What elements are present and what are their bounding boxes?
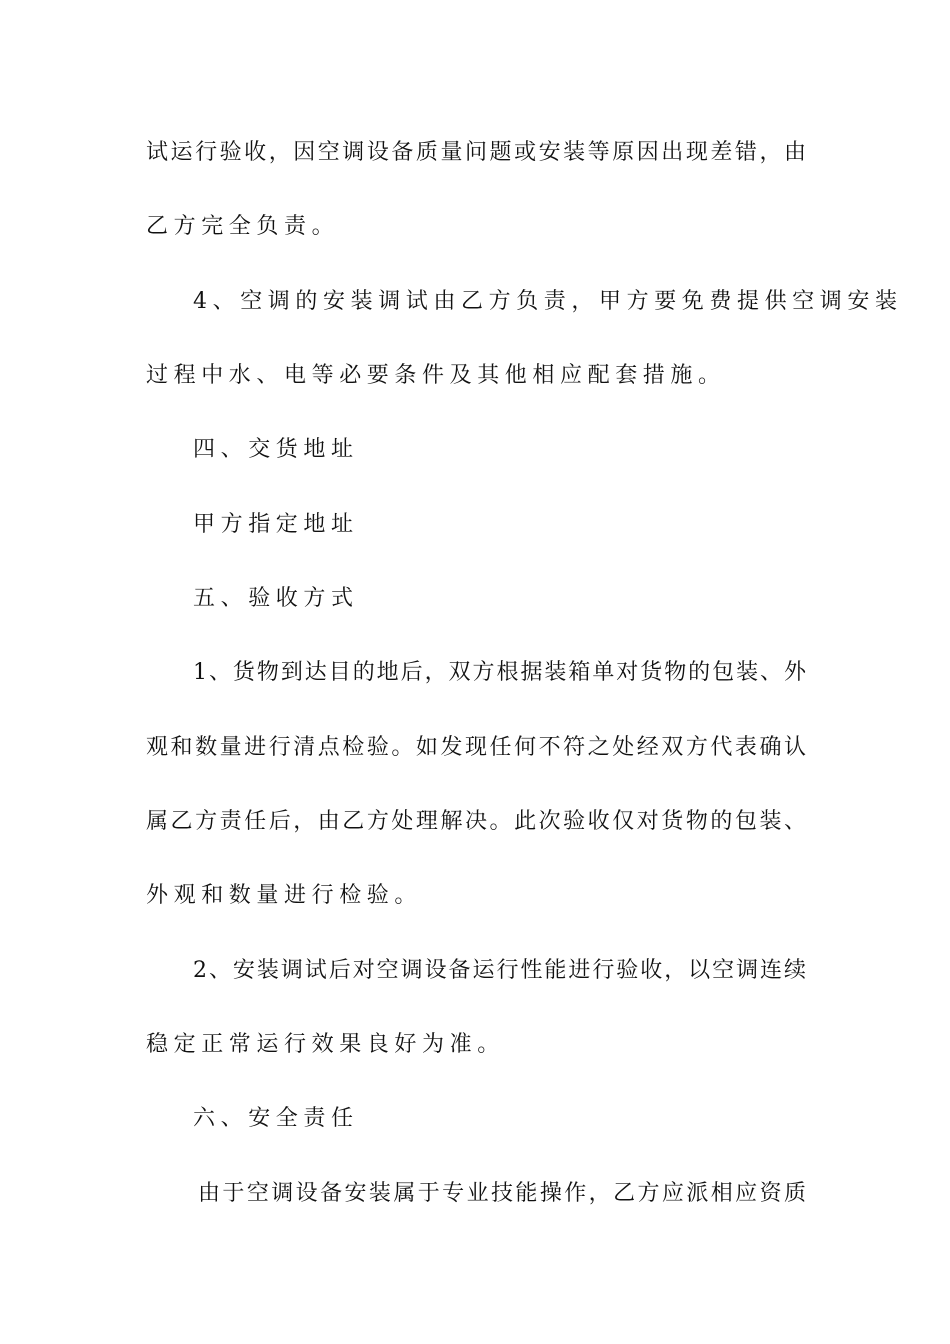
section-heading-acceptance-method: 五、验收方式 xyxy=(193,586,359,611)
paragraph-line-3: 4、空调的安装调试由乙方负责，甲方要免费提供空调安装 xyxy=(193,289,903,314)
paragraph-line-4: 过程中水、电等必要条件及其他相应配套措施。 xyxy=(146,363,726,388)
section-heading-safety-responsibility: 六、安全责任 xyxy=(193,1106,359,1131)
paragraph-line-11: 外观和数量进行检验。 xyxy=(146,883,423,908)
paragraph-line-1: 试运行验收，因空调设备质量问题或安装等原因出现差错，由 xyxy=(146,140,806,165)
paragraph-line-6: 甲方指定地址 xyxy=(193,512,359,537)
paragraph-line-12: 2、安装调试后对空调设备运行性能进行验收，以空调连续 xyxy=(193,958,806,983)
paragraph-line-15: 由于空调设备安装属于专业技能操作，乙方应派相应资质 xyxy=(198,1181,806,1206)
paragraph-line-9: 观和数量进行清点检验。如发现任何不符之处经双方代表确认 xyxy=(146,735,806,760)
paragraph-line-8: 1、货物到达目的地后，双方根据装箱单对货物的包装、外 xyxy=(193,660,806,685)
paragraph-line-10: 属乙方责任后，由乙方处理解决。此次验收仅对货物的包装、 xyxy=(146,809,806,834)
paragraph-line-13: 稳定正常运行效果良好为准。 xyxy=(146,1032,505,1057)
section-heading-delivery-address: 四、交货地址 xyxy=(193,437,359,462)
paragraph-line-2: 乙方完全负责。 xyxy=(146,214,340,239)
